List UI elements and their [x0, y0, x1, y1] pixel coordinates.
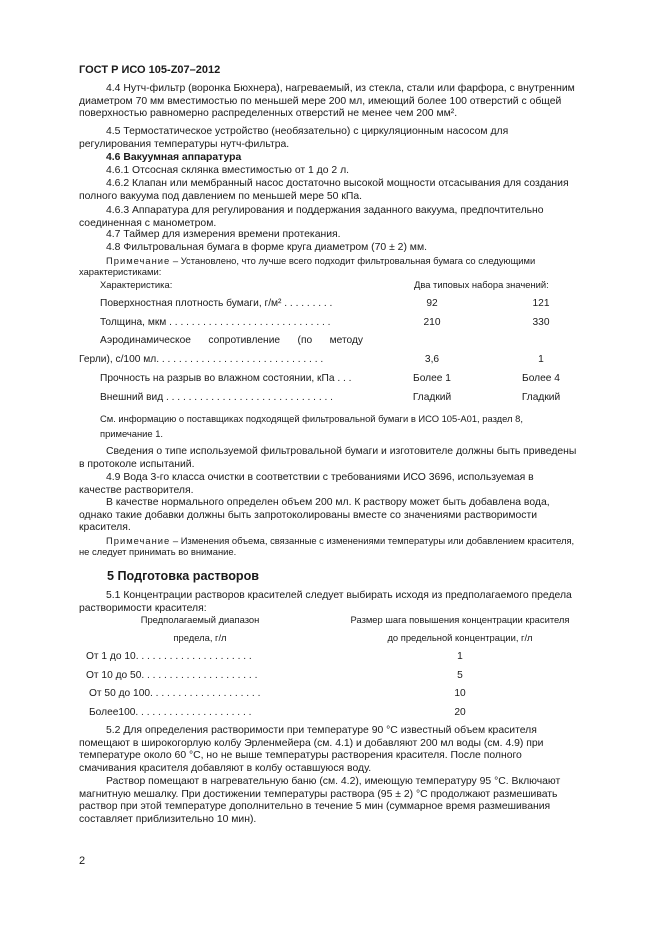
conc-row-step: 5: [457, 670, 463, 681]
heading-4-6: 4.6 Вакуумная аппаратура: [106, 152, 242, 163]
paper-row-value-1: Гладкий: [412, 392, 452, 403]
text-line: 5.2 Для определения растворимости при температуре 90 °С известный объем красителя: [106, 725, 537, 736]
paragraph-4-5: [79, 126, 613, 151]
note-paper: [79, 255, 613, 278]
paper-row-value-2: 121: [532, 298, 550, 309]
paper-row-label: Толщина, мкм . . . . . . . . . . . . . . . . . . . . . . . . . . . . .: [100, 317, 331, 328]
paragraph-5-2: [79, 725, 613, 775]
paragraph-4-7: 4.7 Таймер для измерения времени протекания.: [106, 229, 341, 240]
text-line: 4.9 Вода 3-го класса очистки в соответствии с требованиями ИСО 3696, используемая в: [106, 472, 534, 483]
paper-row-value-2: 1: [538, 354, 544, 365]
conc-header-step: Размер шага повышения концентрации красителя: [350, 614, 570, 625]
conc-row-range: От 1 до 10. . . . . . . . . . . . . . . . . . . . .: [86, 651, 252, 662]
paragraph-bath: [79, 776, 613, 826]
paragraph-4-9: [79, 472, 613, 497]
text-line: в протоколе испытаний.: [79, 458, 195, 470]
text-line: магнитную мешалку. При достижении температуры раствора (95 ± 2) °С продолжают размешивать: [79, 788, 558, 800]
page-number: 2: [79, 855, 86, 867]
text-line: качестве растворителя.: [79, 484, 194, 496]
paper-row-value-2: 330: [532, 317, 550, 328]
paper-row-label: Прочность на разрыв во влажном состоянии, кПа . . .: [100, 373, 352, 384]
paragraph-4-8: 4.8 Фильтровальная бумага в форме круга диаметром (70 ± 2) мм.: [106, 242, 427, 253]
text-line: 5.1 Концентрации растворов красителей следует выбирать исходя из предполагаемого предела: [106, 590, 572, 601]
text-line: поверхностью равномерно распределенных отверстий не менее чем 200 мм².: [79, 108, 458, 120]
paragraph-volume: [79, 497, 613, 535]
text-line: растворимости красителя:: [79, 602, 207, 614]
paper-row-value-1: 210: [423, 317, 441, 328]
paragraph-4-6-2: [79, 178, 613, 203]
conc-row-range: От 50 до 100. . . . . . . . . . . . . . . . . . . .: [89, 688, 261, 699]
text-line: Сведения о типе используемой фильтровальной бумаги и изготовителе должны быть приведены: [106, 446, 577, 457]
paper-row-label: Аэродинамическое сопротивление (по методу: [100, 335, 363, 346]
text-line: диаметром 70 мм вместимостью по меньшей мере 200 мл, имеющий более 100 отверстий с общей: [79, 95, 562, 107]
paper-col-header: Характеристика:: [100, 279, 173, 290]
section-5-heading: 5 Подготовка растворов: [107, 569, 260, 583]
text-line: 4.4 Нутч-фильтр (воронка Бюхнера), нагреваемый, из стекла, стали или фарфора, с внутренним: [106, 83, 575, 94]
text-line: не следует принимать во внимание.: [79, 546, 237, 558]
text-line: Примечание – Изменения объема, связанные с изменениями температуры или добавлением красителя,: [106, 535, 575, 546]
text-line: регулирования температуры нутч-фильтра.: [79, 138, 290, 150]
conc-header-range-unit: предела, г/л: [173, 632, 227, 643]
conc-row-step: 1: [457, 651, 463, 662]
note-label: Примечание: [106, 255, 171, 266]
supplier-note-cont: примечание 1.: [100, 428, 164, 439]
text-line: 4.5 Термостатическое устройство (необязательно) с циркуляционным насосом для: [106, 126, 509, 137]
conc-row-range: Более100. . . . . . . . . . . . . . . . . . . . .: [89, 707, 252, 718]
document-header: ГОСТ Р ИСО 105-Z07–2012: [79, 64, 221, 76]
conc-row-range: От 10 до 50. . . . . . . . . . . . . . . . . . . . .: [86, 670, 258, 681]
paragraph-4-6-3: [79, 205, 613, 230]
text-line: См. информацию о поставщиках подходящей фильтровальной бумаги в ИСО 105-А01, раздел 8,: [100, 413, 523, 424]
text-line: помещают в широкогорлую колбу Эрленмейера (см. 4.1) и добавляют 200 мл воды (см. 4.9) при: [79, 737, 544, 749]
note-label: Примечание: [106, 535, 171, 546]
text-line: полного вакуума под давлением по меньшей мере 50 кПа.: [79, 190, 363, 202]
note-volume: [79, 535, 613, 558]
paper-row-value-2: Более 4: [522, 373, 560, 384]
conc-header-step-unit: до предельной концентрации, г/л: [387, 632, 533, 643]
paper-row-value-1: 3,6: [424, 354, 440, 365]
paper-row-label: Внешний вид . . . . . . . . . . . . . . . . . . . . . . . . . . . . . .: [100, 392, 333, 403]
paragraph-filter-info: [79, 446, 613, 471]
conc-row-step: 10: [454, 688, 466, 699]
paragraph-5-1: [79, 590, 613, 615]
paper-row-label: Герли), с/100 мл. . . . . . . . . . . . . . . . . . . . . . . . . . . . . .: [79, 354, 324, 365]
text-line: Раствор помещают в нагревательную баню (см. 4.2), имеющую температуру 95 °С. Включают: [106, 776, 561, 787]
text-line: красителя.: [79, 522, 131, 534]
paper-row-value-1: 92: [426, 298, 438, 309]
text-line: составляет приблизительно 10 мин).: [79, 813, 257, 825]
text-line: соединенная с манометром.: [79, 217, 217, 229]
supplier-note: [100, 410, 582, 428]
text-line: температуре около 60 °С, но не выше температуры растворения красителя. После полного: [79, 750, 522, 762]
text-line: раствор при этой температуре дополнительно в течение 5 мин (суммарное время размешивания: [79, 801, 551, 813]
paper-values-header: Два типовых набора значений:: [414, 279, 549, 290]
conc-row-step: 20: [454, 707, 466, 718]
conc-header-range: Предполагаемый диапазон: [140, 614, 260, 625]
text-line: 4.6.2 Клапан или мембранный насос достаточно высокой мощности отсасывания для создания: [106, 178, 569, 189]
paragraph-4-6-1: 4.6.1 Отсосная склянка вместимостью от 1 до 2 л.: [106, 165, 350, 176]
text-line: 4.6.3 Аппаратура для регулирования и поддержания заданного вакуума, предпочтительно: [106, 205, 544, 216]
paragraph-4-4: [79, 83, 613, 121]
paper-row-value-2: Гладкий: [521, 392, 561, 403]
text-line: Примечание – Установлено, что лучше всего подходит фильтровальная бумага со следующими: [106, 255, 536, 266]
text-line: однако такие добавки должны быть запротоколированы вместе со значениями растворимости: [79, 509, 538, 521]
text-line: В качестве нормального определен объем 200 мл. К раствору может быть добавлена вода,: [106, 497, 550, 508]
text-line: характеристиками:: [79, 266, 162, 278]
paper-row-label: Поверхностная плотность бумаги, г/м² . . . . . . . . .: [100, 298, 333, 309]
paper-row-value-1: Более 1: [413, 373, 451, 384]
text-line: смачивания красителя добавляют в колбу оставшуюся воду.: [79, 762, 372, 774]
